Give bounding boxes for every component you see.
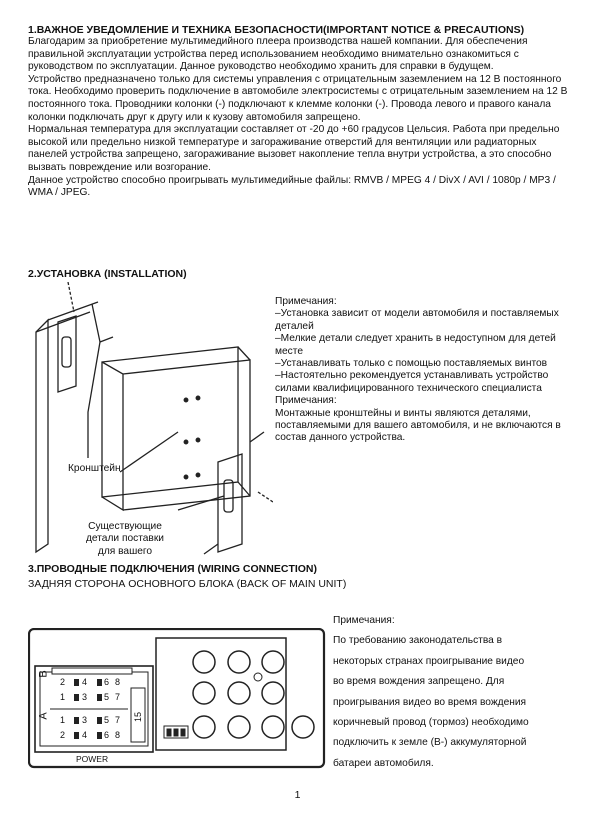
label-existing-parts [65, 521, 185, 558]
pin-15-label: 15 [133, 711, 144, 723]
back-panel-diagram [28, 628, 326, 770]
wiring-notes [333, 611, 583, 774]
paragraph-temperature: Нормальная температура для эксплуатации составляет от -20 до +60 градусов Цельсия. Работа при предельно высокой или предельно низкой температуре и загораживание отверстий для вентиляции или радиаторных панелей устройства запрещено, загораживание вызовет накопление тепла внутри устройства, а это способно вызвать повреждение или возгорание. [28, 124, 560, 173]
installation-notes [275, 296, 580, 445]
rca-panel [156, 638, 314, 750]
label-bracket: Кронштейн [68, 463, 121, 474]
pin-b-3: 3 [82, 692, 88, 702]
section-3-heading: 3.ПРОВОДНЫЕ ПОДКЛЮЧЕНИЯ (WIRING CONNECTION) [28, 563, 318, 575]
paragraph-formats: Данное устройство способно проигрывать мультимедийные файлы: RMVB / MPEG 4 / DivX / AVI / 1080p / MP3 / WMA / JPEG. [28, 174, 556, 199]
pin-a-3: 3 [82, 715, 88, 725]
section-2-heading: 2.УСТАНОВКА (INSTALLATION) [28, 268, 187, 280]
page-number: 1 [294, 789, 301, 801]
pin-b-5: 5 [104, 692, 110, 702]
note-vehicle-model: –Установка зависит от модели автомобиля и поставляемых деталей [275, 308, 559, 332]
row-a-label: A [37, 712, 50, 720]
power-connector [35, 666, 153, 752]
section-1-heading: 1.ВАЖНОЕ УВЕДОМЛЕНИЕ И ТЕХНИКА БЕЗОПАСНОСТИ(IMPORTANT NOTICE & PRECAUTIONS) [28, 24, 525, 36]
paragraph-thanks: Благодарим за приобретение мультимедийного плеера производства нашей компании. Для обеспечения правильной эксплуатации устройства перед использованием необходимо внимательно ознакомиться с руководством по эксплуатации. Данное руководство необходимо хранить для справки в будущем. [28, 36, 528, 73]
power-label: POWER [76, 754, 109, 764]
pin-a-7: 7 [115, 715, 121, 725]
pin-b-1: 1 [60, 692, 66, 702]
note-small-parts: –Мелкие детали следует хранить в недоступном для детей месте [275, 333, 556, 357]
wiring-note-line-2: некоторых странах проигрывание видео [333, 655, 525, 667]
section-3-subheading: ЗАДНЯЯ СТОРОНА ОСНОВНОГО БЛОКА (BACK OF MAIN UNIT) [28, 578, 347, 590]
paragraph-grounding: Устройство предназначено только для системы управления с отрицательным заземлением на 12 В постоянного тока. Необходимо проверить подключение в автомобиле электросистемы с отрицательным заземлением на 12 В постоянного тока. Проводники колонки (-) подключают к клемме колонки (-). Провода левого и правого канала колонки подключать друг к другу или к кузову автомобиля запрещено. [28, 73, 568, 123]
pin-b-7: 7 [115, 692, 121, 702]
pin-b-2: 2 [60, 677, 66, 687]
pin-a-8: 8 [115, 730, 121, 740]
wiring-note-line-3: во время вождения запрещено. Для [333, 676, 505, 688]
row-b-label: B [37, 670, 50, 678]
pin-a-6: 6 [104, 730, 110, 740]
pin-b-6: 6 [104, 677, 110, 687]
pin-a-4: 4 [82, 730, 88, 740]
pin-a-2: 2 [60, 730, 66, 740]
wiring-note-line-1: По требованию законодательства в [333, 635, 503, 647]
note-title-1: Примечания: [275, 296, 337, 307]
label-existing-parts-line-3: для вашего [97, 545, 153, 557]
fuse-block [164, 726, 188, 738]
note-specialist: –Настоятельно рекомендуется устанавливать устройство силами квалифицированного технического специалиста [275, 370, 549, 394]
label-existing-parts-line-1: Существующие [88, 521, 162, 532]
pin-a-5: 5 [104, 715, 110, 725]
wiring-note-line-4: проигрывания видео во время вождения [333, 696, 527, 708]
pin-b-4: 4 [82, 677, 88, 687]
note-screws: –Устанавливать только с помощью поставляемых винтов [275, 358, 548, 370]
note-brackets: Монтажные кронштейны и винты являются деталями, поставляемыми для вашего автомобиля, и не включаются в состав данного устройства. [275, 407, 561, 444]
pin-b-8: 8 [115, 677, 121, 687]
pin-a-1: 1 [60, 715, 66, 725]
wiring-note-line-5: коричневый провод (тормоз) необходимо [333, 717, 529, 729]
label-existing-parts-line-2: детали поставки [85, 533, 164, 545]
wiring-note-line-6: подключить к земле (B-) аккумуляторной [333, 737, 527, 749]
wiring-note-line-7: батареи автомобиля. [333, 757, 434, 769]
note-title-2: Примечания: [275, 395, 337, 407]
wiring-note-title: Примечания: [333, 615, 395, 626]
section-1 [28, 24, 573, 200]
